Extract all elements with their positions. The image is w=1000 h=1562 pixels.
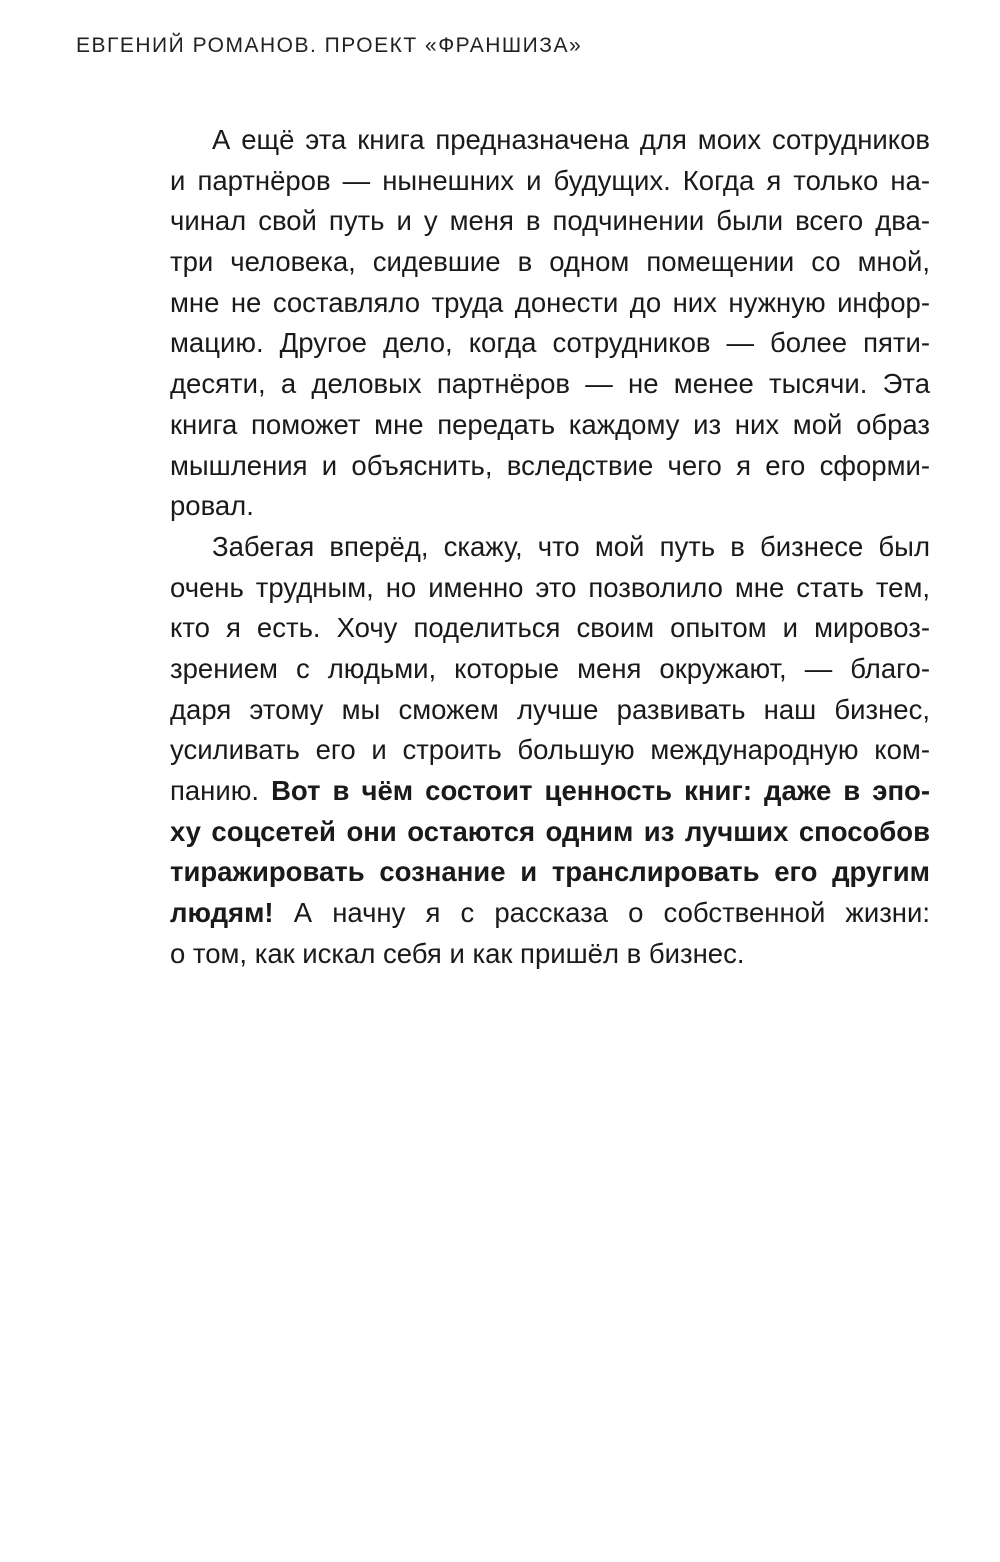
emphasis-text: ху соцсетей они остаются одним из лучших способов (170, 815, 930, 847)
running-header: ЕВГЕНИЙ РОМАНОВ. ПРОЕКТ «ФРАНШИЗА» (76, 34, 583, 57)
text-line: мацию. Другое дело, когда сотрудников — более пяти- (170, 327, 930, 359)
text-line: кто я есть. Хочу поделиться своим опытом и мировоз- (170, 612, 930, 644)
text-line: очень трудным, но именно это позволило мне стать тем, (170, 571, 930, 603)
line-text-regular: панию. (170, 775, 272, 806)
text-line: зрением с людьми, которые меня окружают, — благо- (170, 652, 930, 684)
text-line: о том, как искал себя и как пришёл в бизнес. (170, 937, 745, 969)
text-line: книга поможет мне передать каждому из них мой образ (170, 408, 930, 440)
emphasis-text: тиражировать сознание и транслировать его другим (170, 856, 930, 888)
text-line: мне не составляло труда донести до них нужную инфор- (170, 286, 930, 318)
text-line (170, 771, 930, 812)
text-line: и партнёров — нынешних и будущих. Когда я только на- (170, 164, 930, 196)
emphasis-text: Вот в чём состоит ценность книг: даже в эпо- (271, 775, 931, 806)
text-line (170, 812, 930, 853)
line-text-regular: А начну я с рассказа о собственной жизни: (273, 897, 930, 929)
paragraph-1 (170, 120, 930, 527)
paragraph-2 (170, 527, 930, 975)
text-line: чинал свой путь и у меня в подчинении были всего два- (170, 205, 930, 237)
emphasis-text: людям! (170, 897, 274, 929)
text-line: мышления и объяснить, вследствие чего я его сформи- (170, 449, 930, 481)
text-line: даря этому мы сможем лучше развивать наш бизнес, (170, 693, 930, 725)
page-body (170, 120, 930, 974)
text-line: ровал. (170, 490, 254, 522)
text-line: А ещё эта книга предназначена для моих сотрудников (212, 124, 930, 155)
text-line (170, 852, 930, 893)
text-line: Забегая вперёд, скажу, что мой путь в бизнесе был (212, 530, 930, 562)
text-line: три человека, сидевшие в одном помещении со мной, (170, 246, 930, 278)
text-line: десяти, а деловых партнёров — не менее тысячи. Эта (170, 368, 930, 400)
text-line (170, 893, 930, 934)
text-line: усиливать его и строить большую международную ком- (170, 734, 930, 766)
